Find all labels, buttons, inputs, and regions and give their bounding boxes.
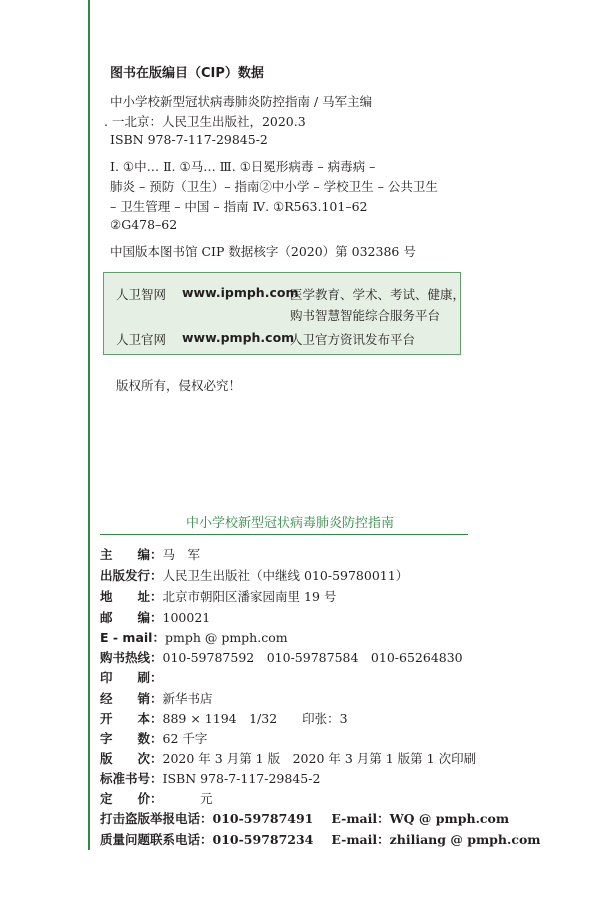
info-value: 北京市朝阳区潘家园南里 19 号 <box>162 589 337 604</box>
quality-row <box>100 830 541 848</box>
report-row <box>100 809 509 827</box>
info-value: 010-59787592 010-59787584 010-65264830 <box>162 650 463 665</box>
report-phone: 010-59787491 <box>212 811 314 826</box>
cip-line: . 一北京：人民卫生出版社，2020.3 <box>104 114 306 129</box>
info-row <box>100 628 288 646</box>
cip-line: 中小学校新型冠状病毒肺炎防控指南 / 马军主编 <box>110 94 373 109</box>
info-row <box>100 648 463 666</box>
site-description: 购书智慧智能综合服务平台 <box>290 308 441 323</box>
info-value: 新华书店 <box>162 691 213 706</box>
info-value: 马 军 <box>162 547 201 562</box>
info-row <box>100 668 163 686</box>
cip-line: 肺炎 – 预防（卫生）– 指南②中小学 – 学校卫生 – 公共卫生 <box>110 179 438 194</box>
cip-line: 中国版本图书馆 CIP 数据核字（2020）第 032386 号 <box>110 244 416 259</box>
info-label: 购书热线： <box>100 650 163 665</box>
info-label: 地 址： <box>100 589 163 604</box>
info-label: 开 本： <box>100 711 163 726</box>
info-value: 人民卫生出版社（中继线 010-59780011） <box>162 568 409 583</box>
cip-line: Ⅰ. ①中… Ⅱ. ①马… Ⅲ. ①日冕形病毒 – 病毒病 – <box>110 159 376 174</box>
info-row <box>100 709 348 727</box>
info-row <box>100 608 210 626</box>
info-value: 元 <box>162 791 213 806</box>
info-label: 邮 编： <box>100 610 163 625</box>
info-row <box>100 689 213 707</box>
site-description: 人卫官方资讯发布平台 <box>290 332 416 347</box>
info-label: 经 销： <box>100 691 163 706</box>
site-description: 医学教育、学术、考试、健康， <box>290 287 466 302</box>
site-name: 人卫官网 <box>116 332 167 347</box>
info-value: 100021 <box>162 610 211 625</box>
info-row <box>100 769 320 787</box>
info-label: E - mail： <box>100 630 165 645</box>
info-row <box>100 789 213 807</box>
info-row <box>100 545 200 563</box>
info-label: 字 数： <box>100 731 163 746</box>
info-label: 版 次： <box>100 751 163 766</box>
info-value: 889 × 1194 1/32 印张：3 <box>162 711 348 726</box>
info-label: 定 价： <box>100 791 163 806</box>
info-value: 2020 年 3 月第 1 版 2020 年 3 月第 1 版第 1 次印刷 <box>162 751 477 766</box>
book-title: 中小学校新型冠状病毒肺炎防控指南 <box>185 516 394 531</box>
cip-line: – 卫生管理 – 中国 – 指南 Ⅳ. ①R563.101–62 <box>110 199 368 214</box>
copyright-notice: 版权所有，侵权必究！ <box>116 378 242 393</box>
info-value: ISBN 978-7-117-29845-2 <box>162 771 321 786</box>
green-margin-line <box>88 0 90 850</box>
email-link[interactable]: pmph @ pmph.com <box>164 630 288 645</box>
site-url-link[interactable]: www.ipmph.com <box>182 285 299 300</box>
report-label: 打击盗版举报电话： <box>100 811 213 826</box>
cip-line: ISBN 978-7-117-29845-2 <box>110 132 268 147</box>
cip-line: ②G478–62 <box>110 217 178 232</box>
info-value: 62 千字 <box>162 731 208 746</box>
quality-email-link[interactable]: E-mail：zhiliang @ pmph.com <box>331 832 541 847</box>
cip-title: 图书在版编目（CIP）数据 <box>110 66 264 81</box>
info-label: 标准书号： <box>100 771 163 786</box>
info-label: 出版发行： <box>100 568 163 583</box>
site-name: 人卫智网 <box>116 287 167 302</box>
divider <box>100 534 468 535</box>
info-row <box>100 749 476 767</box>
site-url-link[interactable]: www.pmph.com <box>182 330 295 345</box>
report-email-link[interactable]: E-mail：WQ @ pmph.com <box>331 811 510 826</box>
website-info-box <box>103 272 466 355</box>
info-row <box>100 566 408 584</box>
quality-label: 质量问题联系电话： <box>100 832 213 847</box>
quality-phone: 010-59787234 <box>212 832 314 847</box>
info-row <box>100 587 336 605</box>
info-row <box>100 729 207 747</box>
info-label: 印 刷： <box>100 670 163 685</box>
info-label: 主 编： <box>100 547 163 562</box>
